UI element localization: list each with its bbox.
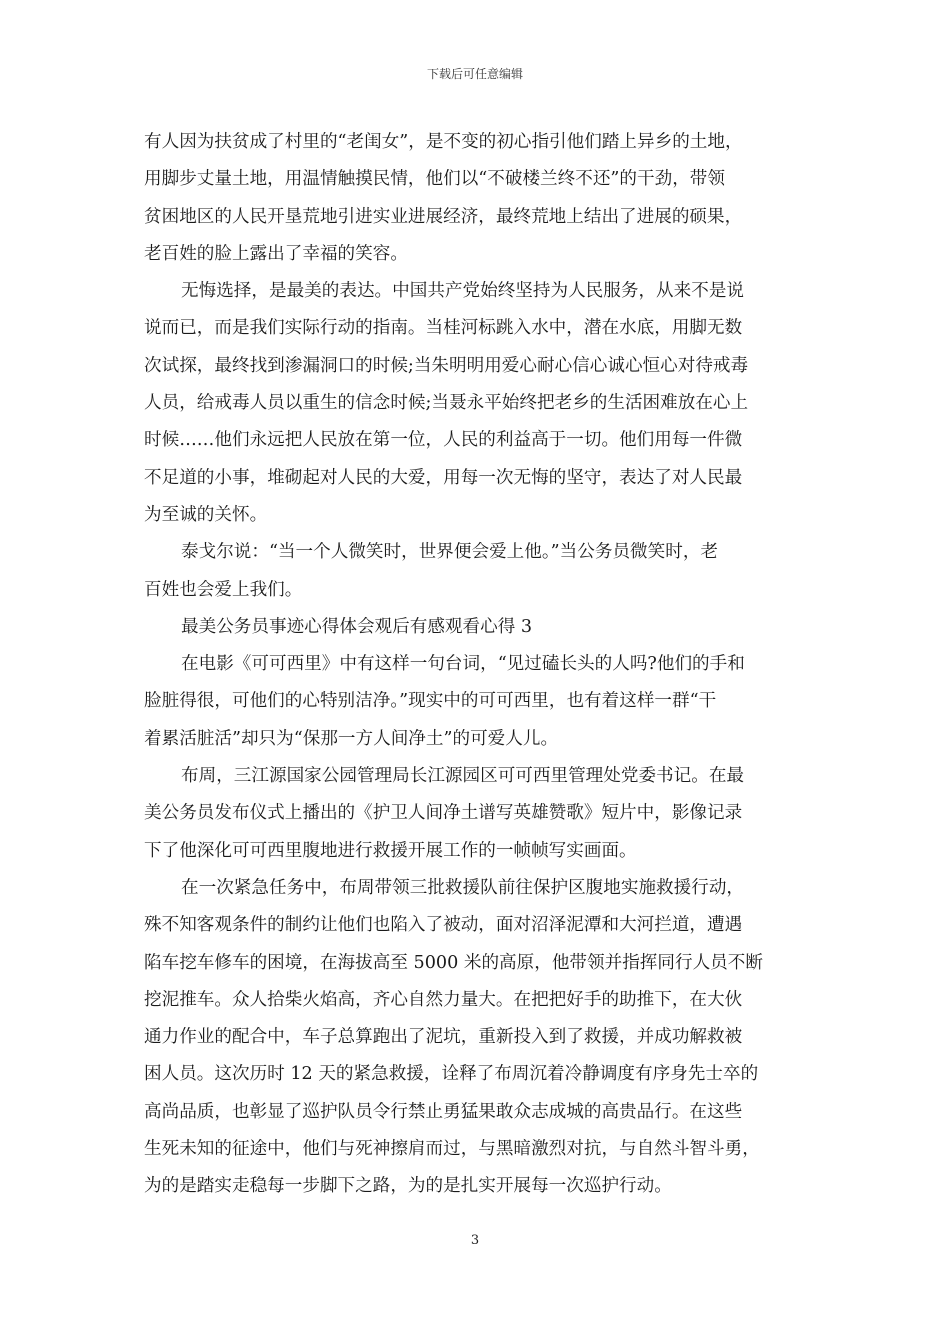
text-line: 说而已，而是我们实际行动的指南。当桂河标跳入水中，潜在水底，用脚无数 (144, 318, 743, 339)
text-line: 挖泥推车。众人拾柴火焰高，齐心自然力量大。在把把好手的助推下，在大伙 (144, 989, 743, 1010)
text-line: 为的是踏实走稳每一步脚下之路，为的是扎实开展每一次巡护行动。 (144, 1176, 672, 1197)
text-line: 老百姓的脸上露出了幸福的笑容。 (144, 243, 408, 264)
text-line: 次试探，最终找到渗漏洞口的时候;当朱明明用爱心耐心信心诚心恒心对待戒毒 (144, 355, 749, 376)
text-line: 不足道的小事，堆砌起对人民的大爱，用每一次无悔的坚守，表达了对人民最 (144, 467, 743, 488)
text-line: 生死未知的征途中，他们与死神擦肩而过，与黑暗激烈对抗，与自然斗智斗勇， (144, 1139, 760, 1160)
text-line: 着累活脏活”却只为“保那一方人间净土”的可爱人儿。 (144, 728, 559, 749)
text-line: 有人因为扶贫成了村里的“老闺女”，是不变的初心指引他们踏上异乡的土地， (144, 132, 743, 152)
section-heading: 最美公务员事迹心得体会观后有感观看心得 3 (181, 616, 533, 637)
text-line: 美公务员发布仪式上播出的《护卫人间净土谱写英雄赞歌》短片中，影像记录 (144, 803, 743, 824)
text-line: 脸脏得很，可他们的心特别洁净。”现实中的可可西里，也有着这样一群“干 (144, 691, 717, 712)
page-number: 3 (470, 1233, 480, 1248)
text-line: 通力作业的配合中，车子总算跑出了泥坑，重新投入到了救援，并成功解救被 (144, 1027, 743, 1048)
text-line: 无悔选择，是最美的表达。中国共产党始终坚持为人民服务，从来不是说 (181, 281, 745, 302)
text-line: 人员，给戒毒人员以重生的信念时候;当聂永平始终把老乡的生活困难放在心上 (144, 393, 749, 414)
text-line: 高尚品质，也彰显了巡护队员令行禁止勇猛果敢众志成城的高贵品行。在这些 (144, 1101, 743, 1122)
text-line: 在一次紧急任务中，布周带领三批救援队前往保护区腹地实施救援行动， (181, 877, 745, 898)
text-line: 泰戈尔说：“当一个人微笑时，世界便会爱上他。”当公务员微笑时，老 (181, 542, 719, 563)
text-line: 布周，三江源国家公园管理局长江源园区可可西里管理处党委书记。在最 (181, 766, 745, 787)
document-body (144, 124, 804, 1206)
text-line: 在电影《可可西里》中有这样一句台词，“见过磕长头的人吗?他们的手和 (181, 654, 745, 675)
text-line: 殊不知客观条件的制约让他们也陷入了被动，面对沼泽泥潭和大河拦道，遭遇 (144, 915, 743, 936)
text-line: 为至诚的关怀。 (144, 504, 268, 525)
text-line: 百姓也会爱上我们。 (144, 579, 303, 600)
text-line: 陷车挖车修车的困境，在海拔高至 5000 米的高原，他带领并指挥同行人员不断 (144, 952, 763, 973)
text-line: 贫困地区的人民开垦荒地引进实业进展经济，最终荒地上结出了进展的硕果， (144, 206, 743, 227)
text-line: 下了他深化可可西里腹地进行救援开展工作的一帧帧写实画面。 (144, 840, 637, 861)
page-header: 下载后可任意编辑 (426, 67, 523, 81)
text-line: 困人员。这次历时 12 天的紧急救援，诠释了布周沉着冷静调度有序身先士卒的 (144, 1064, 759, 1085)
text-line: 时候……他们永远把人民放在第一位，人民的利益高于一切。他们用每一件微 (144, 430, 743, 451)
text-line: 用脚步丈量土地，用温情触摸民情，他们以“不破楼兰终不还”的干劲，带领 (144, 169, 725, 190)
